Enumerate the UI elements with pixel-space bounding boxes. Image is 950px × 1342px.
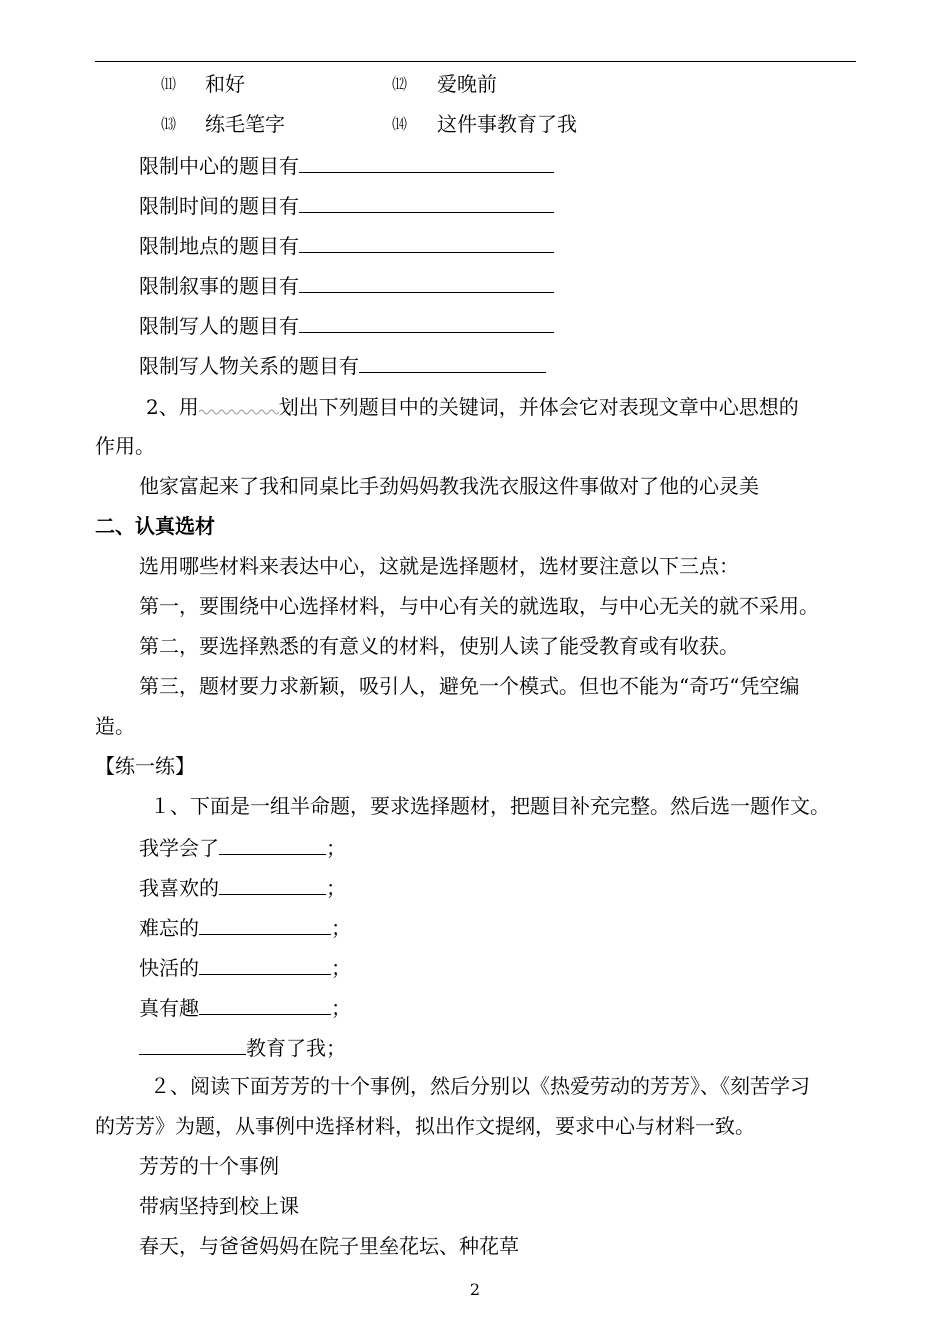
- answer-blank[interactable]: [199, 912, 331, 935]
- half-title-item: 真有趣 ；: [139, 992, 351, 1022]
- section-heading: 二、认真选材: [95, 514, 215, 538]
- keyword-titles: 他家富起来了我和同桌比手劲妈妈教我洗衣服这件事做对了他的心灵美: [139, 474, 759, 498]
- limit-line: 限制时间的题目有: [139, 190, 554, 220]
- practice-question-2-cont: 的芳芳》为题，从事例中选择材料，拟出作文提纲，要求中心与材料一致。: [95, 1114, 755, 1138]
- answer-blank[interactable]: [219, 872, 326, 895]
- half-title-item: 难忘的 ；: [139, 912, 351, 942]
- point-3: 第三，题材要力求新颖，吸引人，避免一个模式。但也不能为“奇巧“凭空编: [139, 674, 800, 698]
- answer-blank[interactable]: [139, 1032, 246, 1055]
- header-rule: [95, 61, 856, 62]
- practice-question-2: ２、阅读下面芳芳的十个事例，然后分别以《热爱劳动的芳芳》、《刻苦学习: [150, 1074, 810, 1098]
- limit-line: 限制写人的题目有: [139, 310, 554, 340]
- title-item: 爱晚前: [437, 72, 497, 96]
- point-2: 第二，要选择熟悉的有意义的材料，使别人读了能受教育或有收获。: [139, 634, 739, 658]
- examples-title: 芳芳的十个事例: [139, 1154, 279, 1178]
- item-number: ⑿: [392, 75, 408, 93]
- title-item: 练毛笔字: [205, 112, 285, 136]
- answer-blank[interactable]: [299, 190, 554, 213]
- answer-blank[interactable]: [199, 992, 331, 1015]
- half-title-item: 我学会了 ；: [139, 832, 346, 862]
- answer-blank[interactable]: [299, 270, 554, 293]
- section-intro: 选用哪些材料来表达中心，这就是选择题材，选材要注意以下三点：: [139, 554, 739, 578]
- half-title-item: 教育了我；: [139, 1032, 346, 1062]
- limit-line: 限制中心的题目有: [139, 150, 554, 180]
- limit-line: 限制叙事的题目有: [139, 270, 554, 300]
- wavy-underline-sample: [199, 392, 279, 414]
- item-number: ⑾: [161, 75, 177, 93]
- answer-blank[interactable]: [359, 350, 546, 373]
- answer-blank[interactable]: [299, 230, 554, 253]
- question-2-cont: 作用。: [95, 434, 155, 458]
- point-3-cont: 造。: [95, 714, 135, 738]
- example-item: 春天，与爸爸妈妈在院子里垒花坛、种花草: [139, 1234, 519, 1258]
- question-2: 2、用 划出下列题目中的关键词，并体会它对表现文章中心思想的: [146, 392, 799, 421]
- example-item: 带病坚持到校上课: [139, 1194, 299, 1218]
- answer-blank[interactable]: [299, 310, 554, 333]
- half-title-item: 我喜欢的 ；: [139, 872, 346, 902]
- half-title-item: 快活的 ；: [139, 952, 351, 982]
- page-number: 2: [469, 1280, 481, 1299]
- limit-line: 限制写人物关系的题目有: [139, 350, 546, 380]
- practice-heading: 【练一练】: [95, 754, 195, 778]
- title-item: 这件事教育了我: [437, 112, 577, 136]
- limit-line: 限制地点的题目有: [139, 230, 554, 260]
- item-number: ⒀: [161, 115, 177, 133]
- practice-question-1: １、下面是一组半命题，要求选择题材，把题目补充完整。然后选一题作文。: [150, 794, 830, 818]
- title-item: 和好: [205, 72, 245, 96]
- item-number: ⒁: [392, 115, 408, 133]
- answer-blank[interactable]: [199, 952, 331, 975]
- answer-blank[interactable]: [299, 150, 554, 173]
- answer-blank[interactable]: [219, 832, 326, 855]
- point-1: 第一，要围绕中心选择材料，与中心有关的就选取，与中心无关的就不采用。: [139, 594, 819, 618]
